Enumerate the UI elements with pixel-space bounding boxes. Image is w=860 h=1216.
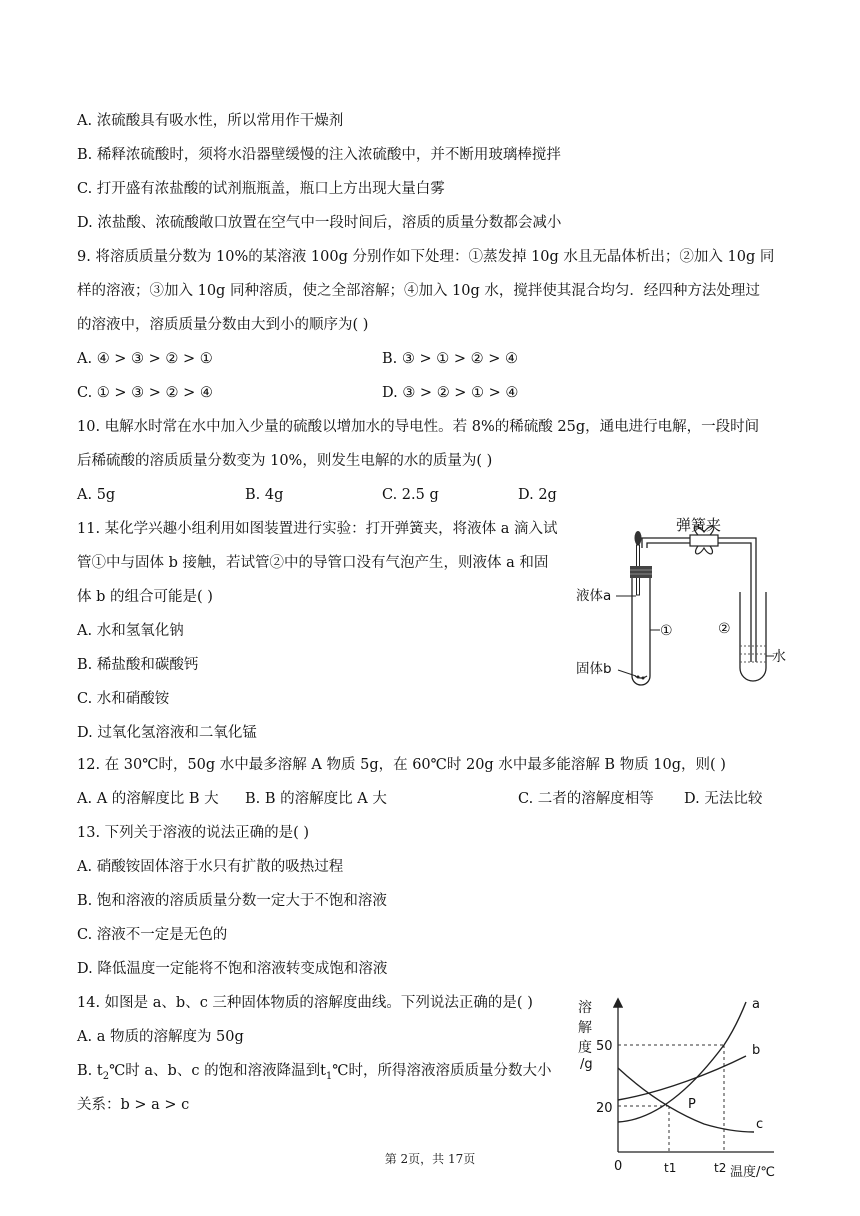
q14-option-b-sub1: 2 <box>102 1070 110 1082</box>
q14-option-a: A. a 物质的溶解度为 50g <box>77 1029 244 1045</box>
x-tick-t1: t1 <box>664 1161 677 1175</box>
q14-option-b-post: ℃时，所得溶液溶质质量分数大小 <box>332 1063 552 1079</box>
q9-option-a: A. ④ > ③ > ② > ① <box>77 351 213 367</box>
q12-option-d: D. 无法比较 <box>684 791 763 807</box>
delivery-tube-inner <box>647 543 751 662</box>
curve-c <box>618 1068 754 1132</box>
q11-stem-line1: 11. 某化学兴趣小组利用如图装置进行实验：打开弹簧夹，将液体 a 滴入试 <box>77 521 558 537</box>
q9-option-b: B. ③ > ① > ② > ④ <box>382 351 518 367</box>
y-label-3: 度 <box>578 1040 592 1056</box>
tube-2-label: ② <box>718 621 731 637</box>
q11-option-b: B. 稀盐酸和碳酸钙 <box>77 657 199 673</box>
x-axis-label: 温度/℃ <box>730 1165 775 1180</box>
q14-option-b-sub2: 1 <box>325 1070 333 1082</box>
q10-stem-line1: 10. 电解水时常在水中加入少量的硫酸以增加水的导电性。若 8%的稀硫酸 25g，通电进行电解，一段时间 <box>77 419 760 435</box>
stopper <box>630 566 652 578</box>
q10-stem-line2: 后稀硫酸的溶质质量分数变为 10%，则发生电解的水的质量为( ) <box>77 453 493 469</box>
q9-stem-line3: 的溶液中，溶质质量分数由大到小的顺序为( ) <box>77 317 369 333</box>
q10-option-c: C. 2.5 g <box>382 487 439 503</box>
q10-option-b: B. 4g <box>245 487 284 503</box>
q13-option-c: C. 溶液不一定是无色的 <box>77 927 228 943</box>
y-label-2: 解 <box>578 1020 592 1036</box>
q12-stem: 12. 在 30℃时，50g 水中最多溶解 A 物质 5g，在 60℃时 20g 水中最多能溶解 B 物质 10g，则( ) <box>77 757 726 773</box>
q13-option-b: B. 饱和溶液的溶质质量分数一定大于不饱和溶液 <box>77 893 387 909</box>
q8-option-c: C. 打开盛有浓盐酸的试剂瓶瓶盖，瓶口上方出现大量白雾 <box>77 181 445 197</box>
q12-option-b: B. B 的溶解度比 A 大 <box>245 791 387 807</box>
page-footer: 第 2页，共 17页 <box>384 1152 476 1166</box>
q14-option-b-line2: 关系：b > a > c <box>77 1097 190 1113</box>
q12-option-a: A. A 的溶解度比 B 大 <box>77 791 219 807</box>
q13-option-a: A. 硝酸铵固体溶于水只有扩散的吸热过程 <box>77 859 344 875</box>
curve-c-label: c <box>756 1117 764 1132</box>
point-p-label: P <box>688 1097 696 1112</box>
clamp-label: 弹簧夹 <box>676 516 722 534</box>
curve-a <box>618 1002 746 1122</box>
tube-1-label: ① <box>660 623 673 639</box>
q12-option-c: C. 二者的溶解度相等 <box>518 791 654 807</box>
q11-option-a: A. 水和氢氧化钠 <box>77 623 184 639</box>
curve-b <box>618 1056 746 1100</box>
q14-option-b-mid: ℃时 a、b、c 的饱和溶液降温到t <box>109 1063 326 1079</box>
x-tick-t2: t2 <box>714 1161 727 1175</box>
q13-option-d: D. 降低温度一定能将不饱和溶液转变成饱和溶液 <box>77 961 388 977</box>
q9-stem-line1: 9. 将溶质质量分数为 10%的某溶液 100g 分别作如下处理：①蒸发掉 10g 水且无晶体析出；②加入 10g 同 <box>77 249 775 265</box>
q11-option-d: D. 过氧化氢溶液和二氧化锰 <box>77 725 257 741</box>
liquid-a-label: 液体a <box>576 588 612 604</box>
q10-option-a: A. 5g <box>77 487 116 503</box>
q14-stem: 14. 如图是 a、b、c 三种固体物质的溶解度曲线。下列说法正确的是( ) <box>77 995 533 1011</box>
q11-option-c: C. 水和硝酸铵 <box>77 691 170 707</box>
dropper-icon <box>635 531 642 595</box>
test-tube-1 <box>632 578 650 685</box>
curve-b-label: b <box>752 1043 761 1058</box>
q9-option-c: C. ① > ③ > ② > ④ <box>77 385 213 401</box>
q11-stem-line2: 管①中与固体 b 接触，若试管②中的导管口没有气泡产生，则液体 a 和固 <box>77 555 549 571</box>
delivery-tube <box>642 538 756 662</box>
y-label-1: 溶 <box>578 1000 592 1016</box>
water-label: 水 <box>772 649 786 665</box>
q8-option-a: A. 浓硫酸具有吸水性，所以常用作干燥剂 <box>77 113 344 129</box>
q13-stem: 13. 下列关于溶液的说法正确的是( ) <box>77 825 310 841</box>
y-tick-20: 20 <box>596 1101 613 1116</box>
q9-stem-line2: 样的溶液；③加入 10g 同种溶质，使之全部溶解；④加入 10g 水，搅拌使其混合均匀．经四种方法处理过 <box>77 283 760 299</box>
solid-b-label: 固体b <box>576 661 612 677</box>
q14-option-b <box>77 1061 552 1087</box>
curve-a-label: a <box>752 997 760 1012</box>
origin-label: 0 <box>614 1159 623 1174</box>
test-tube-2 <box>740 592 766 681</box>
q11-stem-line3: 体 b 的组合可能是( ) <box>77 589 213 605</box>
q14-option-b-pre: B. t <box>77 1063 103 1079</box>
q10-option-d: D. 2g <box>518 487 557 503</box>
q8-option-d: D. 浓盐酸、浓硫酸敞口放置在空气中一段时间后，溶质的质量分数都会减小 <box>77 215 562 231</box>
y-tick-50: 50 <box>596 1039 613 1054</box>
q11-apparatus-figure <box>572 508 792 696</box>
q9-option-d: D. ③ > ② > ① > ④ <box>382 385 519 401</box>
q8-option-b: B. 稀释浓硫酸时，须将水沿器壁缓慢的注入浓硫酸中，并不断用玻璃棒搅拌 <box>77 147 561 163</box>
y-label-4: /g <box>580 1057 593 1072</box>
